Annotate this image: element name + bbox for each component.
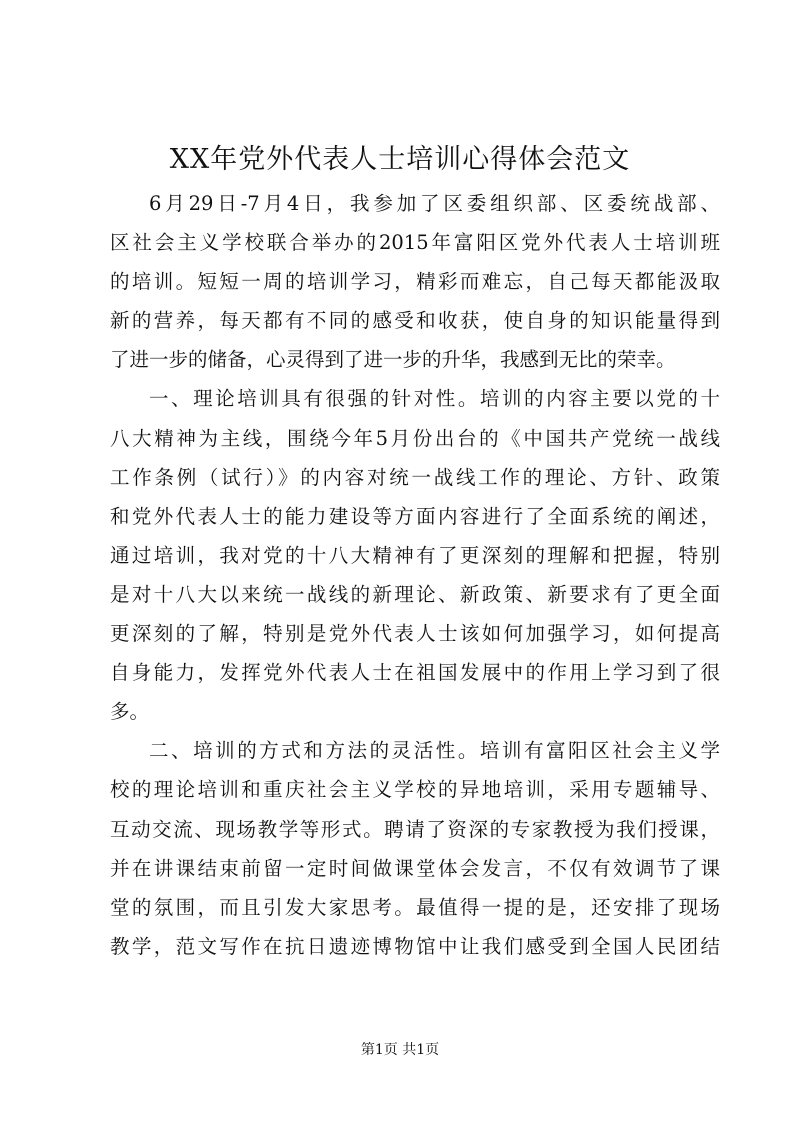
paragraph-2 <box>110 379 720 731</box>
paragraph-line: 更深刻的了解，特别是党外代表人士该如何加强学习，如何提高 <box>110 622 720 646</box>
paragraph-line: 多。 <box>110 700 150 724</box>
paragraph-1 <box>110 184 720 379</box>
paragraph-line: 堂的氛围，而且引发大家思考。最值得一提的是，还安排了现场 <box>110 895 720 919</box>
paragraph-line: 6月29日-7月4日，我参加了区委组织部、区委统战部、 <box>149 192 720 215</box>
paragraph-line: 一、理论培训具有很强的针对性。培训的内容主要以党的十 <box>149 387 720 411</box>
paragraph-line: 是对十八大以来统一战线的新理论、新政策、新要求有了更全面 <box>110 582 720 606</box>
paragraph-line: 教学，范文写作在抗日遗迹博物馆中让我们感受到全国人民团结 <box>110 934 720 958</box>
paragraph-line: 二、培训的方式和方法的灵活性。培训有富阳区社会主义学 <box>149 739 720 763</box>
page-footer: 第1页 共1页 <box>360 1042 440 1058</box>
paragraph-line: 了进一步的储备，心灵得到了进一步的升华，我感到无比的荣幸。 <box>110 348 676 372</box>
paragraph-line: 的培训。短短一周的培训学习，精彩而难忘，自己每天都能汲取 <box>110 270 720 294</box>
paragraph-line: 校的理论培训和重庆社会主义学校的异地培训，采用专题辅导、 <box>110 778 720 802</box>
paragraph-line: 自身能力，发挥党外代表人士在祖国发展中的作用上学习到了很 <box>110 661 720 685</box>
paragraph-line: 八大精神为主线，围绕今年5月份出台的《中国共产党统一战线 <box>110 426 720 450</box>
paragraph-line: 工作条例（试行）》的内容对统一战线工作的理论、方针、政策 <box>110 465 720 489</box>
paragraph-line: 互动交流、现场教学等形式。聘请了资深的专家教授为我们授课， <box>110 817 720 841</box>
document-body <box>110 184 720 966</box>
paragraph-line: 通过培训，我对党的十八大精神有了更深刻的理解和把握，特别 <box>110 543 720 567</box>
paragraph-line: 并在讲课结束前留一定时间做课堂体会发言，不仅有效调节了课 <box>110 856 720 880</box>
paragraph-line: 和党外代表人士的能力建设等方面内容进行了全面系统的阐述， <box>110 504 720 528</box>
document-title: XX年党外代表人士培训心得体会范文 <box>169 144 631 175</box>
paragraph-line: 新的营养，每天都有不同的感受和收获，使自身的知识能量得到 <box>110 309 720 333</box>
paragraph-3 <box>110 731 720 966</box>
paragraph-line: 区社会主义学校联合举办的2015年富阳区党外代表人士培训班 <box>110 231 720 255</box>
